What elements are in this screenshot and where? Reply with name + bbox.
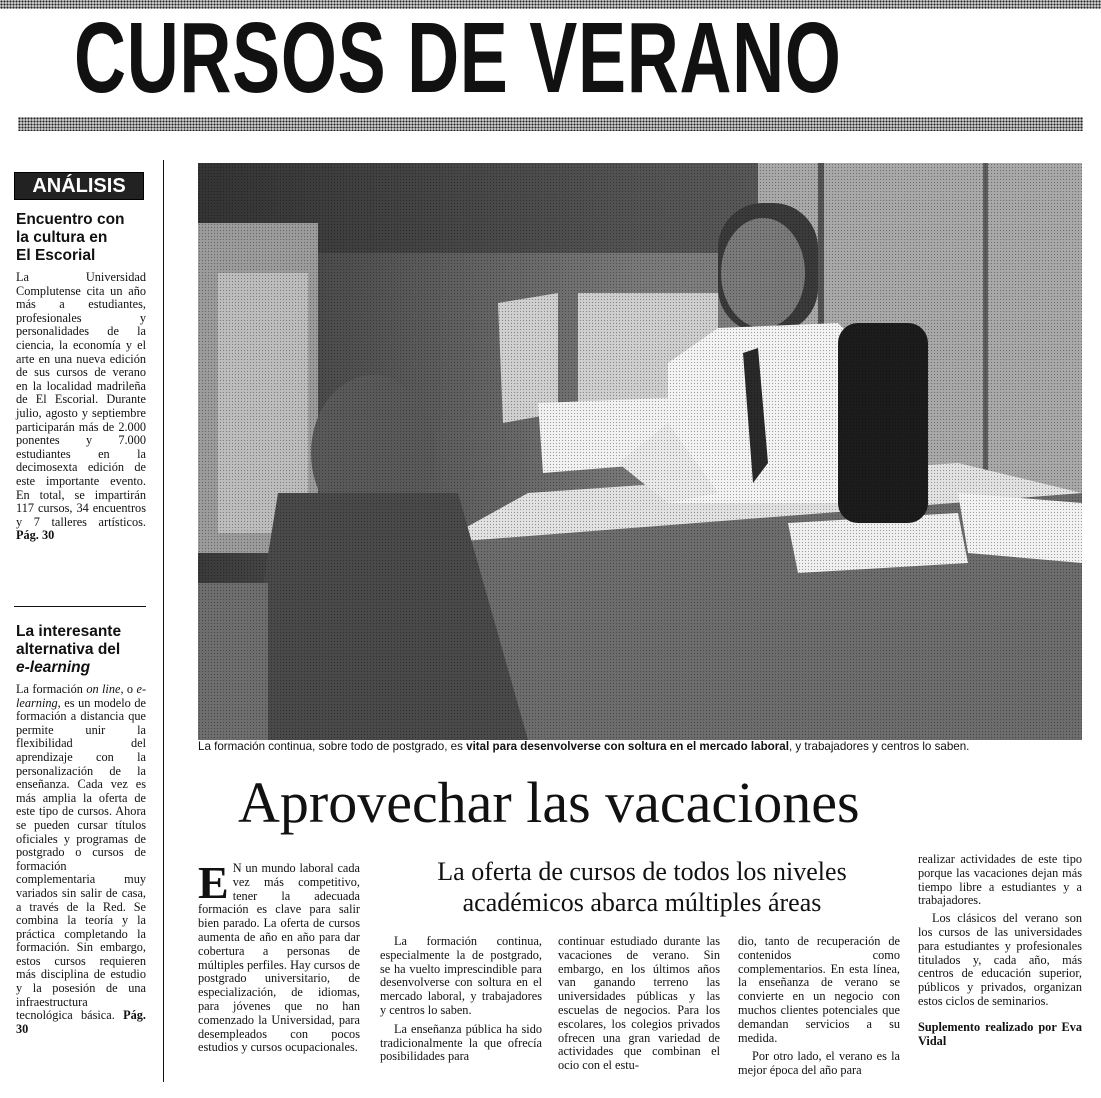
caption-bold-text: vital para desenvolverse con soltura en el mercado laboral: [466, 740, 789, 753]
column-text: N un mundo laboral cada vez más competitivo, tener la adecuada formación es clave para salir bien parado. La oferta de cursos aumenta de año en año para dar cobertura a personas de múltiples perfiles. Hay cursos de postgrado universitario, de especialización, de idiomas, para jóvenes que no han comenzado la Universidad, para desempleados con pocos estudios y cursos ocupacionales.: [198, 861, 360, 1055]
sidebar-story-1-headline: [16, 211, 146, 265]
paragraph: La formación continua, especialmente la de postgrado, se ha vuelto imprescindible para desenvolverse con soltura en el mercado laboral, y trabajadores y centros lo saben.: [380, 934, 542, 1017]
byline-credit: Suplemento realizado por Eva Vidal: [918, 1019, 1082, 1048]
body-text: , es un modelo de formación a distancia que permite unir la flexibilidad del aprendizaje con la personalización de la enseñanza. Cada vez es más amplia la oferta de este tipo de cursos. Ahora se pueden cursar títulos oficiales y programas de postgrado o cursos de formación complementaria muy variados sin salir de casa, a través de la Red. Se combina la teoría y la práctica completando la formación. Sin embargo, estos cursos requieren más disciplina de estudio y la posesión de una infraestructura tecnológica básica.: [16, 695, 146, 1023]
headline-line: El Escorial: [16, 247, 96, 264]
sidebar-story-1: [16, 211, 146, 543]
sidebar-divider: [14, 606, 146, 607]
masthead-halftone-rule: [18, 117, 1083, 131]
headline-line: la cultura en: [16, 229, 108, 246]
article-column-4: [738, 935, 900, 1078]
sidebar-column-rule: [163, 160, 164, 1082]
body-italic: e-learning: [16, 682, 147, 710]
paragraph: Por otro lado, el verano es la mejor época del año para: [738, 1049, 900, 1078]
analysis-tag: ANÁLISIS: [14, 172, 144, 200]
headline-line: alternativa del: [16, 641, 121, 658]
article-column-1: [198, 857, 360, 1055]
sidebar-story-1-body: [16, 271, 146, 543]
paragraph: realizar actividades de este tipo porque las vacaciones dejan más tiempo libre a estudiantes y a trabajadores.: [918, 852, 1082, 908]
page-reference: Pág. 30: [16, 1008, 146, 1036]
caption-text: La formación continua, sobre todo de postgrado, es: [198, 740, 467, 753]
page-reference: Pág. 30: [16, 528, 55, 543]
office-photo: [198, 163, 1082, 740]
article-subhead: La oferta de cursos de todos los niveles académicos abarca múltiples áreas: [437, 857, 847, 917]
sidebar-story-2-body: [16, 683, 146, 1036]
section-masthead: CURSOS DE VERANO: [74, 2, 842, 114]
sidebar-story-2-headline: [16, 623, 146, 677]
photo-caption: [198, 739, 1098, 755]
paragraph: Los clásicos del verano son los cursos de las universidades para estudiantes y profesionales titulados y, cada año, más centros de educación superior, públicos y privados, organizan estos ciclos de seminarios.: [918, 911, 1082, 1008]
paragraph: La enseñanza pública ha sido tradicionalmente la que ofrecía posibilidades para: [380, 1021, 542, 1064]
headline-line-italic: e-learning: [16, 659, 91, 676]
article-column-2: [380, 935, 542, 1064]
headline-line: Encuentro con: [16, 211, 125, 228]
body-text: La formación: [16, 682, 83, 696]
sidebar-story-2: [16, 623, 146, 1036]
drop-cap: E: [198, 857, 229, 908]
caption-text: , y trabajadores y centros lo saben.: [788, 740, 970, 753]
body-italic: on line: [86, 682, 121, 696]
paragraph: dio, tanto de recuperación de contenidos como complementarios. En esta línea, la enseñanza de verano se convierte en un negocio con muchos clientes potenciales que demandan servicios a su medida.: [738, 934, 900, 1045]
body-text: , o: [120, 682, 134, 696]
article-headline: Aprovechar las vacaciones: [238, 770, 860, 835]
paragraph: continuar estudiado durante las vacaciones de verano. Sin embargo, en los últimos años van ganando terreno las universidades públicas y las escuelas de negocios. Para los escolares, los colegios privados ofrecen una gran variedad de actividades que combinan el ocio con el estu-: [558, 934, 720, 1073]
body-text: La Universidad Complutense cita un año más a estudiantes, profesionales y personalidades de la ciencia, la economía y el arte en una nueva edición de sus cursos de verano en la localidad madrileña de El Escorial. Durante julio, agosto y septiembre participarán más de 2.000 ponentes y 7.000 estudiantes en la decimosexta edición de este importante evento. En total, se impartirán 117 cursos, 34 encuentros y 7 talleres artísticos.: [16, 270, 146, 529]
headline-line: La interesante: [16, 623, 122, 640]
article-column-3: [558, 935, 720, 1073]
article-column-5: [918, 853, 1082, 1048]
